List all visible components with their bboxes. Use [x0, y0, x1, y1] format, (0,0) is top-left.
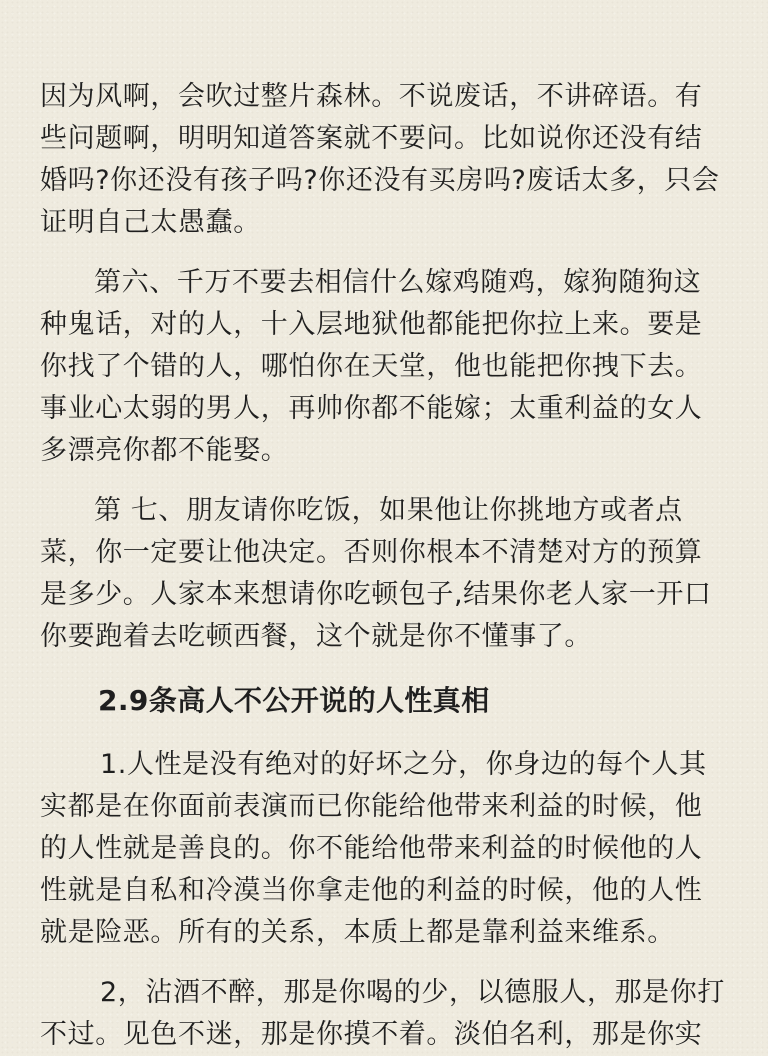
- article-paragraph: 第六、千万不要去相信什么嫁鸡随鸡，嫁狗随狗这种鬼话，对的人，十入层地狱他都能把你拉上来。要是你找了个错的人，哪怕你在天堂，他也能把你拽下去。事业心太弱的男人，再帅你都不能嫁；太重利益的女人多漂亮你都不能娶。: [40, 267, 703, 466]
- section-heading: 2.9条高人不公开说的人性真相: [98, 684, 490, 717]
- article-paragraph: 1.人性是没有绝对的好坏之分，你身边的每个人其实都是在你面前表演而已你能给他带来利益的时候，他的人性就是善良的。你不能给他带来利益的时候他的人性就是自私和冷漠当你拿走他的利益的时候，他的人性就是险恶。所有的关系，本质上都是靠利益来维系。: [40, 749, 707, 948]
- article-paragraph: 因为风啊，会吹过整片森林。不说废话，不讲碎语。有些问题啊，明明知道答案就不要问。比如说你还没有结婚吗?你还没有孩子吗?你还没有买房吗?废话太多，只会证明自己太愚蠢。: [40, 81, 720, 238]
- article-paragraph: 2，沾酒不醉，那是你喝的少，以德服人，那是你打不过。见色不迷，那是你摸不着。淡伯名利，那是你实: [40, 977, 725, 1050]
- article-paragraph: 第 七、朋友请你吃饭，如果他让你挑地方或者点菜，你一定要让他决定。否则你根本不清楚对方的预算是多少。人家本来想请你吃顿包子,结果你老人家一开口你要跑着去吃顿西餐，这个就是你不懂事了。: [40, 495, 712, 652]
